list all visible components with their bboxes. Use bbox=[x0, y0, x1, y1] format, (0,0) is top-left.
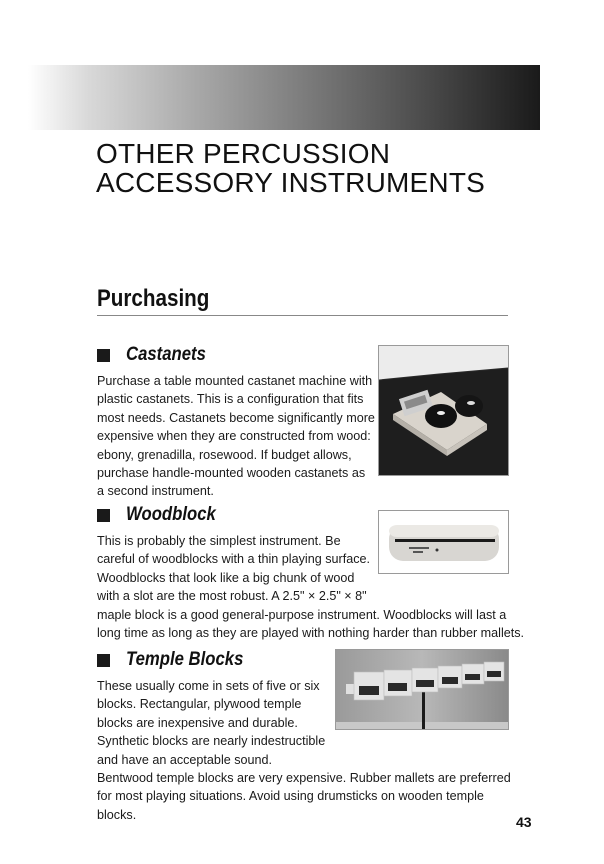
text-line: purchase handle-mounted wooden castanets as bbox=[97, 466, 366, 481]
woodblock-illustration bbox=[379, 511, 508, 573]
text-line: blocks. Rectangular, plywood temple bbox=[97, 697, 302, 712]
castanet-machine-illustration bbox=[379, 346, 508, 475]
text-line: careful of woodblocks with a thin playing surface. bbox=[97, 552, 371, 567]
subsection-title: Castanets bbox=[126, 344, 206, 365]
text-line: a second instrument. bbox=[97, 484, 214, 499]
text-line: with a slot are the most robust. A 2.5" × 2.5" × 8" bbox=[97, 589, 367, 604]
text-line: Synthetic blocks are nearly indestructible bbox=[97, 734, 326, 749]
subsection-title: Woodblock bbox=[126, 504, 216, 525]
square-bullet-icon bbox=[97, 509, 110, 522]
castanet-machine-photo bbox=[378, 345, 509, 476]
page-number: 43 bbox=[516, 814, 532, 830]
section-divider bbox=[97, 315, 508, 316]
text-line: These usually come in sets of five or six bbox=[97, 679, 320, 693]
subsection-title: Temple Blocks bbox=[126, 649, 244, 670]
text-line: long time as long as they are played with nothing harder than rubber mallets. bbox=[97, 626, 525, 641]
text-line: for most playing situations. Avoid using drumsticks on wooden temple bbox=[97, 789, 484, 804]
section-heading: Purchasing bbox=[97, 285, 210, 312]
text-line: blocks. bbox=[97, 807, 137, 822]
woodblock-photo bbox=[378, 510, 509, 574]
text-line: Bentwood temple blocks are very expensive. Rubber mallets are preferred bbox=[97, 771, 511, 786]
chapter-title-line: ACCESSORY INSTRUMENTS bbox=[96, 167, 486, 198]
text-line: most needs. Castanets become significantly more bbox=[97, 410, 375, 425]
temple-blocks-illustration bbox=[336, 650, 508, 729]
text-line: and have an acceptable sound. bbox=[97, 752, 273, 767]
temple-blocks-photo bbox=[335, 649, 509, 730]
text-line: ebony, grenadilla, rosewood. If budget allows, bbox=[97, 447, 352, 462]
chapter-title bbox=[96, 139, 485, 197]
text-line: Purchase a table mounted castanet machine with bbox=[97, 374, 373, 388]
square-bullet-icon bbox=[97, 349, 110, 362]
text-line: plastic castanets. This is a configuration that fits bbox=[97, 392, 364, 407]
text-line: Woodblocks that look like a big chunk of wood bbox=[97, 570, 355, 585]
chapter-title-line: OTHER PERCUSSION bbox=[96, 138, 391, 169]
text-line: maple block is a good general-purpose instrument. Woodblocks will last a bbox=[97, 607, 507, 622]
castanets-paragraph bbox=[97, 372, 375, 501]
text-line: blocks are inexpensive and durable. bbox=[97, 715, 298, 730]
chapter-header-gradient-bar bbox=[28, 65, 540, 130]
text-line: This is probably the simplest instrument. Be bbox=[97, 534, 341, 548]
square-bullet-icon bbox=[97, 654, 110, 667]
text-line: expensive when they are constructed from wood: bbox=[97, 429, 371, 444]
